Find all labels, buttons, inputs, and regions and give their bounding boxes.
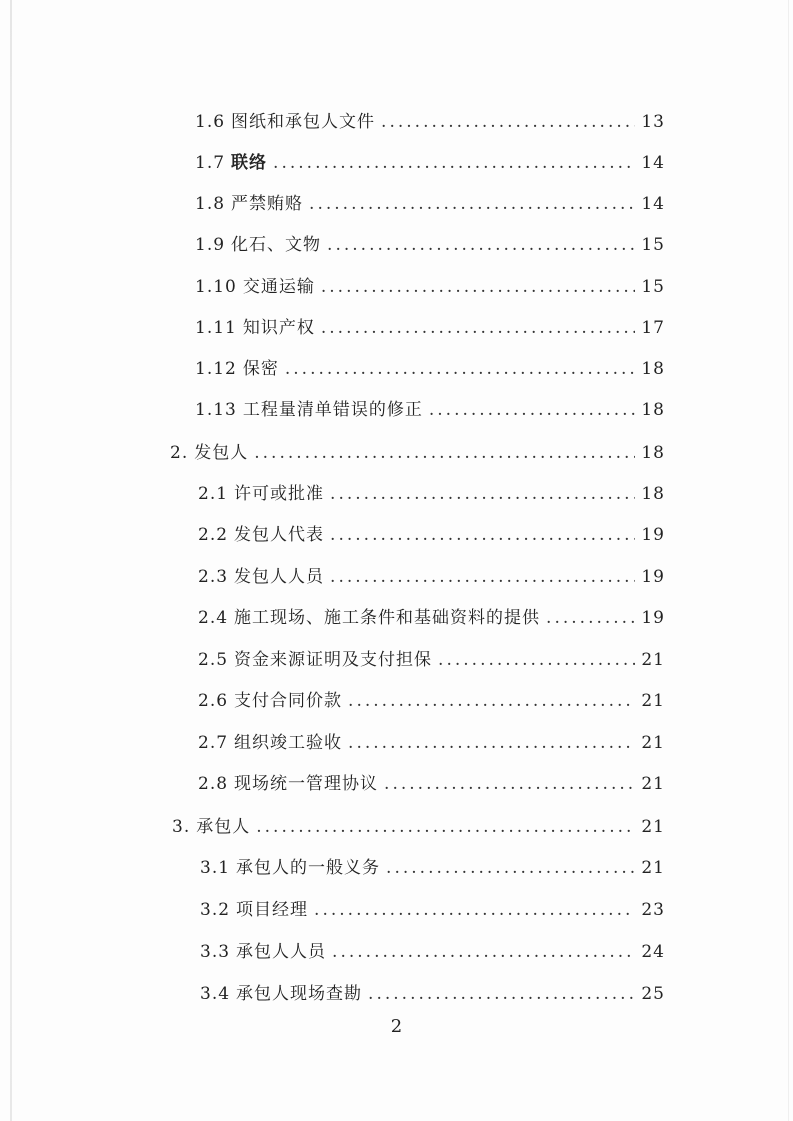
toc-entry-title: 化石、文物	[231, 235, 322, 255]
toc-leader-dots	[381, 110, 635, 134]
toc-entry[interactable]	[198, 689, 665, 713]
toc-leader-dots	[309, 192, 635, 216]
toc-entry-number: 1.8	[195, 194, 226, 214]
toc-leader-dots	[438, 648, 635, 672]
toc-entry-number: 1.13	[195, 400, 237, 420]
toc-entry-page: 19	[641, 608, 665, 628]
toc-leader-dots	[368, 982, 635, 1006]
toc-entry-page: 21	[641, 858, 665, 878]
toc-entry-number: 3.2	[200, 900, 231, 920]
toc-entry-number: 2.3	[198, 567, 229, 587]
toc-entry-page: 17	[641, 318, 665, 338]
toc-entry-page: 14	[641, 153, 665, 173]
toc-entry[interactable]	[198, 648, 665, 672]
toc-entry[interactable]	[195, 275, 665, 299]
toc-entry-title: 工程量清单错误的修正	[242, 400, 423, 420]
toc-leader-dots	[348, 689, 635, 713]
toc-entry-number: 2.5	[198, 650, 229, 670]
toc-entry[interactable]	[200, 856, 665, 880]
scan-edge-left	[10, 0, 12, 1121]
toc-entry-page: 21	[641, 650, 665, 670]
toc-entry-page: 19	[641, 525, 665, 545]
toc-leader-dots	[327, 233, 635, 257]
toc-entry-title: 项目经理	[236, 900, 309, 920]
toc-entry[interactable]	[200, 940, 665, 964]
toc-entry[interactable]	[195, 151, 665, 175]
toc-entry[interactable]	[195, 316, 665, 340]
toc-entry-number: 1.10	[195, 277, 237, 297]
toc-entry-number: 3.4	[200, 984, 231, 1004]
toc-entry[interactable]	[195, 398, 665, 422]
toc-entry[interactable]	[198, 731, 665, 755]
toc-leader-dots	[273, 151, 635, 175]
toc-leader-dots	[256, 815, 635, 839]
toc-leader-dots	[546, 606, 635, 630]
toc-entry-number: 2.2	[198, 525, 229, 545]
toc-leader-dots	[285, 357, 636, 381]
toc-entry[interactable]	[195, 233, 665, 257]
toc-entry[interactable]	[195, 110, 665, 134]
toc-leader-dots	[254, 441, 635, 465]
toc-entry[interactable]	[198, 482, 665, 506]
toc-entry[interactable]	[195, 357, 665, 381]
toc-entry-number: 3.1	[200, 858, 231, 878]
toc-entry-page: 21	[641, 733, 665, 753]
toc-entry-title: 发包人代表	[234, 525, 325, 545]
page-number: 2	[390, 1016, 403, 1037]
toc-entry-title: 图纸和承包人文件	[231, 112, 376, 132]
toc-entry-page: 18	[641, 400, 665, 420]
toc-entry-title: 交通运输	[242, 277, 315, 297]
toc-entry-number: 1.6	[195, 112, 226, 132]
toc-entry-page: 15	[641, 235, 665, 255]
toc-entry-title: 许可或批准	[234, 484, 325, 504]
toc-entry-page: 15	[641, 277, 665, 297]
toc-leader-dots	[330, 565, 635, 589]
toc-entry-page: 13	[641, 112, 665, 132]
toc-leader-dots	[321, 275, 636, 299]
toc-entry-title: 资金来源证明及支付担保	[234, 650, 433, 670]
toc-entry-title: 承包人现场查勘	[236, 984, 363, 1004]
toc-entry[interactable]	[198, 523, 665, 547]
scan-edge-right	[788, 0, 789, 1121]
toc-entry-title: 支付合同价款	[234, 691, 343, 711]
toc-entry-number: 2.1	[198, 484, 229, 504]
toc-entry-page: 18	[641, 359, 665, 379]
toc-entry-number: 3.3	[200, 942, 231, 962]
toc-entry-number: 2.8	[198, 774, 229, 794]
toc-chapter-entry[interactable]	[172, 815, 665, 839]
toc-entry-title: 施工现场、施工条件和基础资料的提供	[234, 608, 541, 628]
toc-entry-number: 2.7	[198, 733, 229, 753]
toc-entry[interactable]	[195, 192, 665, 216]
toc-entry-page: 14	[641, 194, 665, 214]
toc-entry-title: 承包人人员	[236, 942, 327, 962]
toc-entry-title: 现场统一管理协议	[234, 774, 379, 794]
toc-entry-number: 3.	[172, 817, 191, 837]
toc-entry-page: 25	[641, 984, 665, 1004]
toc-entry-title: 承包人的一般义务	[236, 858, 381, 878]
toc-entry-page: 18	[641, 443, 665, 463]
toc-leader-dots	[330, 523, 635, 547]
toc-entry-title: 承包人	[196, 817, 251, 837]
toc-leader-dots	[429, 398, 636, 422]
toc-chapter-entry[interactable]	[170, 441, 665, 465]
toc-entry-title: 联络	[231, 153, 268, 173]
toc-entry-title: 保密	[242, 359, 279, 379]
toc-entry-title: 知识产权	[242, 318, 315, 338]
toc-entry-page: 21	[641, 774, 665, 794]
toc-entry-title: 组织竣工验收	[234, 733, 343, 753]
toc-leader-dots	[348, 731, 635, 755]
toc-entry-title: 严禁贿赂	[231, 194, 304, 214]
toc-entry[interactable]	[198, 606, 665, 630]
toc-entry-page: 21	[641, 817, 665, 837]
toc-entry-page: 21	[641, 691, 665, 711]
toc-entry-number: 2.	[170, 443, 189, 463]
toc-entry-number: 2.6	[198, 691, 229, 711]
toc-entry-title: 发包人	[194, 443, 249, 463]
toc-entry[interactable]	[200, 982, 665, 1006]
toc-leader-dots	[314, 898, 635, 922]
toc-leader-dots	[332, 940, 635, 964]
toc-entry-title: 发包人人员	[234, 567, 325, 587]
toc-leader-dots	[386, 856, 635, 880]
toc-entry-page: 24	[641, 942, 665, 962]
toc-leader-dots	[321, 316, 636, 340]
toc-entry-number: 2.4	[198, 608, 229, 628]
toc-leader-dots	[384, 772, 635, 796]
toc-entry-page: 18	[641, 484, 665, 504]
toc-entry[interactable]	[200, 898, 665, 922]
toc-entry-number: 1.9	[195, 235, 226, 255]
toc-entry-number: 1.12	[195, 359, 237, 379]
toc-entry-page: 19	[641, 567, 665, 587]
toc-entry[interactable]	[198, 565, 665, 589]
toc-entry-number: 1.7	[195, 153, 226, 173]
toc-entry-page: 23	[641, 900, 665, 920]
toc-entry[interactable]	[198, 772, 665, 796]
toc-leader-dots	[330, 482, 635, 506]
toc-entry-number: 1.11	[195, 318, 237, 338]
